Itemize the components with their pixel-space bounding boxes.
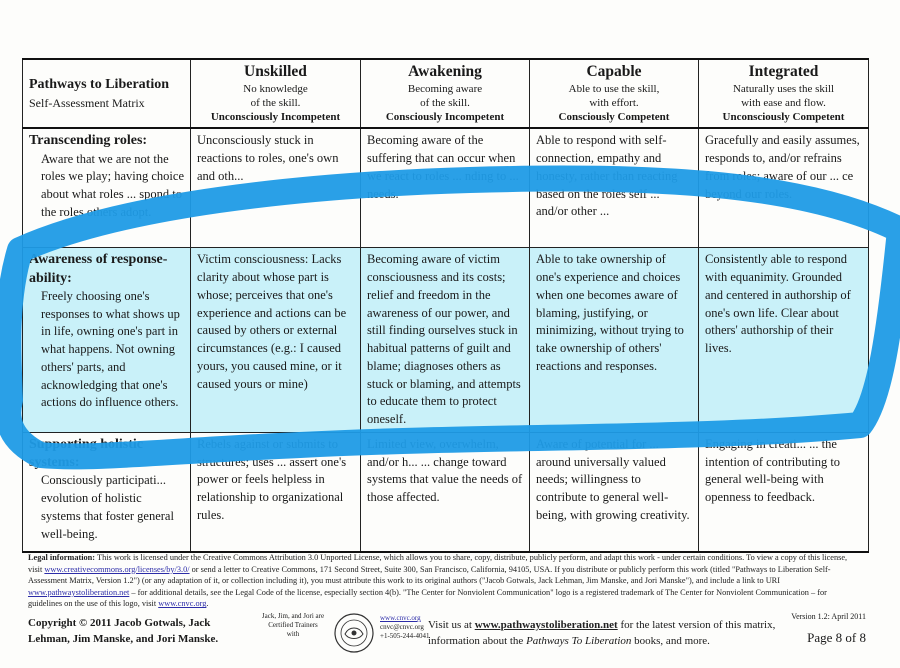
website-link[interactable]: www.pathwaystoliberation.net (474, 619, 618, 631)
row-label-cell (23, 248, 191, 433)
page-number: Page 8 of 8 (807, 630, 866, 645)
matrix-cell: Consistently able to respond with equanimity. Grounded and centered in authorship of one's own life. Clear about others' authorship of their lives. (699, 248, 869, 433)
matrix-cell: Rebels against or submits to structures; uses ... assert one's power or feels helpless in relationship to organizational rules. (191, 432, 361, 552)
legal-information: Legal information: This work is licensed under the Creative Commons Attribution 3.0 Unported License, which allows you to share, copy, distribute, publicly perform, and adapt this work - under certain conditions. To view a copy of this license, visit www.creativecommons.org/licenses/by/3.0/ or send a letter to Creative Commons, 171 Second Street, Suite 300, San Francisco, California, 94105, USA. If you distribute or publicly perform this work (titled "Pathways to Liberation Self-Assessment Matrix, Version 1.2") (or any adaptation of it, or collection including it), you must attribute this work to its original authors ("Jacob Gotwals, Jack Lehman, Jim Manske, and Jori Manske"), and include a link to URI www.pathwaystoliberation.net – for additional details, see the Legal Code of the license, especially section 4(b). "The Center for Nonviolent Communication" logo is a registered trademark of The Center for Nonviolent Communication – for guidelines on the use of this logo, visit www.cnvc.org. (28, 553, 848, 609)
matrix-cell: Limited view, overwhelm, and/or h... ... change toward systems that value the needs of those affected. (361, 432, 530, 552)
visit-note: Visit us at www.pathwaystoliberation.net for the latest version of this matrix, information about the Pathways To Liberation books, and more. (428, 619, 776, 647)
cnvc-contact (380, 614, 429, 641)
level-header-unskilled: Unskilled No knowledge of the skill. Unconsciously Incompetent (191, 59, 361, 128)
cnvc-web-link[interactable]: www.cnvc.org (380, 614, 421, 622)
matrix-cell: Able to respond with self-connection, empathy and honesty, rather than reacting based on the roles self ... and/or other ... (530, 128, 699, 248)
row-label-cell (23, 128, 191, 248)
row-title: Transcending roles: (29, 133, 148, 149)
license-link[interactable]: www.creativecommons.org/licenses/by/3.0/ (44, 564, 190, 574)
row-title: Awareness of response-ability: (29, 252, 168, 286)
matrix-cell: Able to take ownership of one's experience and choices when one becomes aware of blaming, justifying, or minimizing, without trying to take ownership of others' reactions and responses. (530, 248, 699, 433)
level-header-capable: Capable Able to use the skill, with effort. Consciously Competent (530, 59, 699, 128)
matrix-row-holistic-systems (23, 432, 869, 552)
matrix-row-transcending-roles (23, 128, 869, 248)
version-label: Version 1.2: April 2011 (791, 612, 866, 621)
row-title: Supporting holistic systems: (29, 436, 143, 471)
matrix-cell: Unconsciously stuck in reactions to roles, one's own and oth... (191, 128, 361, 248)
matrix-row-response-ability (23, 248, 869, 433)
legal-text: This work is licensed under the Creative Commons Attribution 3.0 Unported License, which allows you to share, copy, distribute, publicly perform, and adapt this work - under certain conditions. To view a copy of this license, visit (28, 553, 848, 574)
matrix-subtitle: Self-Assessment Matrix (29, 96, 145, 111)
trainers-note: Jack, Jim, and Jori are Certified Trainers with (261, 612, 325, 638)
matrix-cell: Victim consciousness: Lacks clarity about whose part is whose; perceives that one's experience and actions can be caused by others or external circumstances (e.g.: I caused yours, you caused mine, or it caused yours or mine) (191, 248, 361, 433)
matrix-cell: Gracefully and easily assumes, responds to, and/or refrains from roles; aware of our ... ce beyond our roles. (699, 128, 869, 248)
matrix-cell: Engaging in creati... ... the intention of contributing to general well-being with openness to feedback. (699, 432, 869, 552)
row-description: Consciously participati... evolution of holistic systems that foster general well-being. (41, 473, 174, 541)
level-header-integrated: Integrated Naturally uses the skill with ease and flow. Unconsciously Competent (699, 59, 869, 128)
matrix-cell: Becoming aware of victim consciousness and its costs; relief and freedom in the awareness of our power, and still finding ourselves stuck in habitual patterns of guilt and blame; diagnoses others as stuck or blaming, and attempts to educate them to protect oneself. (361, 248, 530, 433)
matrix-cell: Becoming aware of the suffering that can occur when we react to roles ... nding to ... needs. (361, 128, 530, 248)
row-label-cell (23, 432, 191, 552)
matrix-title: Pathways to Liberation (29, 77, 169, 93)
cnvc-email: cnvc@cnvc.org (380, 623, 424, 632)
row-description: Aware that we are not the roles we play; having choice about what roles ... spond to the roles others adopt. (41, 151, 185, 219)
copyright-notice: Copyright © 2011 Jacob Gotwals, Jack Lehman, Jim Manske, and Jori Manske. (28, 617, 219, 645)
pathways-link[interactable]: www.pathwaystoliberation.net (28, 587, 130, 597)
matrix-cell: Aware of potential for ... around universally valued needs; willingness to contribute to general well-being, with growing creativity. (530, 432, 699, 552)
cnvc-logo-icon (333, 612, 375, 654)
matrix-title-cell (23, 59, 191, 128)
cnvc-link[interactable]: www.cnvc.org (158, 599, 207, 609)
legal-label: Legal information: (28, 553, 96, 562)
cnvc-phone: +1-505-244-4041 (380, 632, 430, 641)
self-assessment-matrix (22, 58, 869, 553)
row-description: Freely choosing one's responses to what shows up in life, owning one's part in what happens. Not owning others' parts, and acknowledging that one's actions do influence others. (41, 288, 180, 410)
level-header-awakening: Awakening Becoming aware of the skill. Consciously Incompetent (361, 59, 530, 128)
matrix-header-row (23, 59, 869, 128)
page-footer (28, 612, 868, 662)
